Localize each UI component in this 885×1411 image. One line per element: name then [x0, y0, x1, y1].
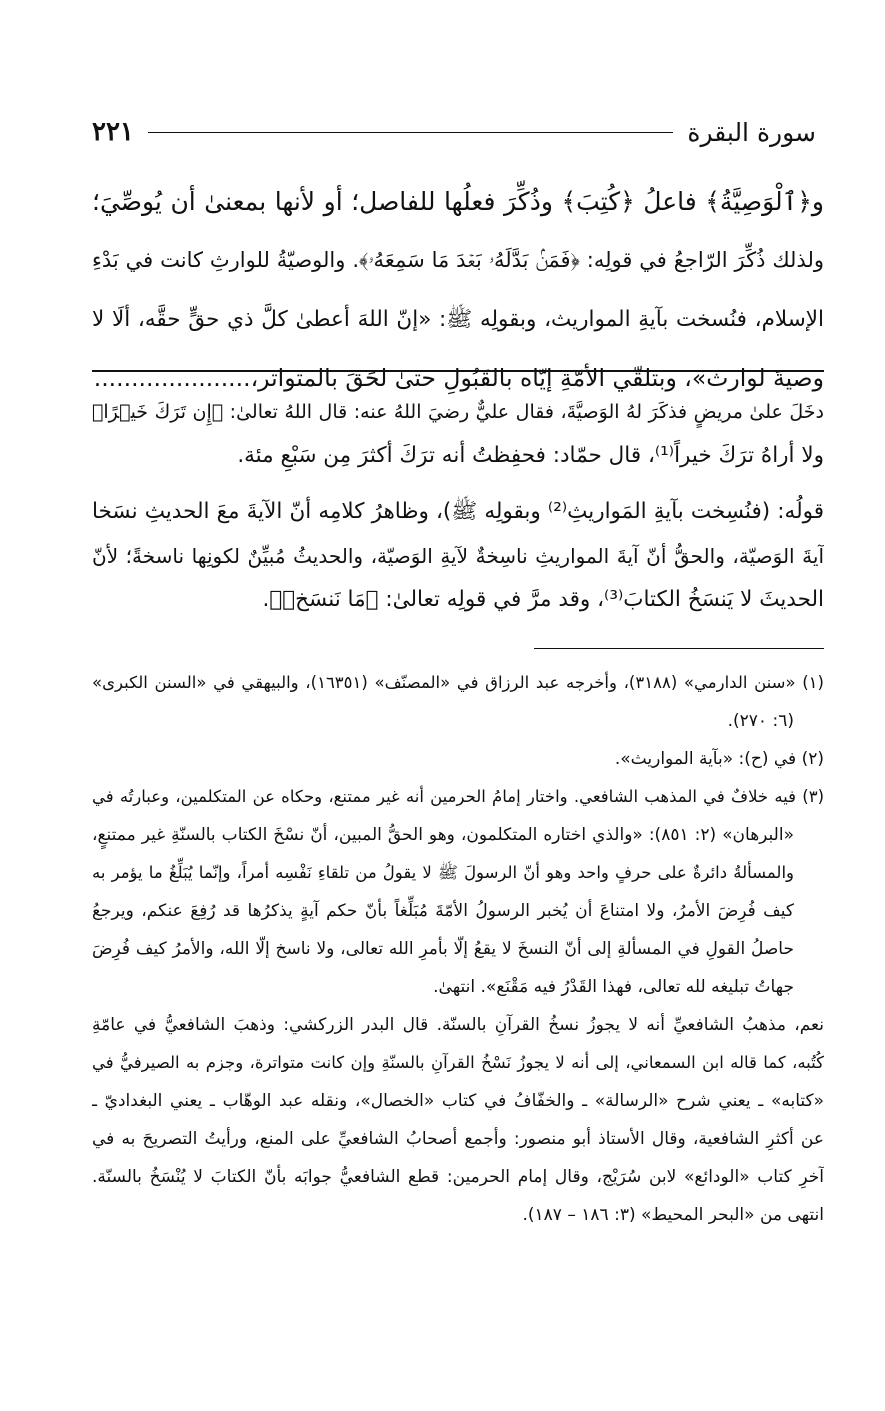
surah-title: سورة البقرة	[687, 117, 816, 147]
footnote-line: انتهى من «البحر المحيط» (٣: ١٨٦ – ١٨٧).	[522, 1205, 824, 1225]
footnote-line: كيف فُرِضَ الأمرُ، ولا امتناعَ أن يُخبر الرسولُ الأمّةَ مُبَلِّغاً بأنّ حكم آيةٍ يذكرُها قد رُفِعَ عنكم، ويرجعُ	[92, 901, 794, 921]
footnote-line: «البرهان» (٢: ٨٥١): «والذي اختاره المتكلمون، وهو الحقُّ المبين، أنّ نسْخَ الكتاب بالسنّةِ غير ممتنعٍ،	[92, 825, 794, 845]
footnote-line: (١) «سنن الدارمي» (٣١٨٨)، وأخرجه عبد الرزاق في «المصنّف» (١٦٣٥١)، والبيهقي في «السنن الكبرى»	[92, 673, 824, 692]
footnote-1	[92, 664, 824, 740]
footnote-line: كُتُبه، كما قاله ابن السمعاني، إلى أنه لا يجوزُ نَسْخُ القرآنِ بالسنّةِ وإن كانت متواترة، وجزم به الصيرفيُّ في	[92, 1053, 824, 1072]
footnote-line: «كتابه» ـ يعني شرح «الرسالة» ـ والخفّافُ في كتاب «الخصال»، ونقله عبد الوهّاب ـ يعني البغداديّ ـ	[92, 1091, 824, 1111]
main-text	[92, 172, 824, 408]
commentary-line: قولُه: (فنُسِخت بآيةِ المَواريثِ⁽²⁾ وبقولِه ﷺ)، وظاهرُ كلامِه أنّ الآيةَ معَ الحديثِ نسَخا	[92, 499, 824, 524]
running-head	[92, 112, 816, 152]
footnote-line: حاصلُ القولِ في المسألةِ إلى أنّ النسخَ لا يقعُ إلّا بأمرِ الله تعالى، ولا ناسخ إلّا الله، والأمرُ كيف فُرِضَ	[92, 939, 794, 959]
header-rule	[148, 132, 673, 133]
footnote-3	[92, 778, 824, 1006]
commentary-line: الحديثَ لا يَنسَخُ الكتابَ⁽³⁾، وقد مرَّ في قولِه تعالىٰ: ﴿مَا نَنسَخۡ﴾.	[262, 587, 824, 612]
main-text-line: الإسلام، فنُسخت بآيةِ المواريث، وبقولِه ﷺ: «إنّ اللهَ أعطىٰ كلَّ ذي حقٍّ حقَّه، ألَا لا	[92, 307, 824, 332]
footnote-line: نعم، مذهبُ الشافعيِّ أنه لا يجوزُ نسخُ القرآنِ بالسنّة. قال البدر الزركشي: وذهبَ الشافعيُّ في عامّةِ	[92, 1015, 824, 1035]
page-number: ٢٢١	[92, 117, 134, 147]
footnote-line: عن أكثرِ الشافعية، وقال الأستاذ أبو منصور: وأجمع أصحابُ الشافعيِّ على المنع، ورأيتُ التصريحَ به في	[92, 1129, 824, 1149]
main-text-line: ولذلك ذُكِّرَ الرّاجعُ في قولِه: ﴿فَمَنۢ بَدَّلَهُۥ بَعۡدَ مَا سَمِعَهُۥ﴾. والوصيّةُ للوارثِ كانت في بَدْءِ	[92, 248, 824, 272]
paragraph-gap	[92, 478, 824, 490]
footnote-line: (٦: ٢٧٠).	[727, 711, 794, 731]
footnote-line: (٢) في (ح): «بآية المواريث».	[614, 749, 824, 769]
commentary-paragraph	[92, 390, 824, 478]
footnote-line: جهاتُ تبليغه لله تعالى، فهذا القَدْرُ فيه مَقْنَع». انتهىٰ.	[433, 977, 794, 997]
footnotes-divider	[534, 648, 824, 649]
footnote-line: (٣) فيه خلافٌ في المذهب الشافعي. واختار إمامُ الحرمين أنه غير ممتنع، وحكاه عن المتكلمين، وعبارتُه في	[92, 787, 824, 806]
footnote-3-continued	[92, 1006, 824, 1234]
footnote-line: آخرِ كتاب «الودائع» لابن سُرَيْج، وقال إمام الحرمين: قطع الشافعيُّ جوابَه بأنّ الكتابَ لا يُنْسَخُ بالسنّة.	[92, 1167, 824, 1187]
main-text-line: و﴿ٱلْوَصِيَّةُ﴾ فاعلُ ﴿كُتِبَ﴾ وذُكِّرَ فعلُها للفاصل؛ أو لأنها بمعنىٰ أن يُوصِّيَ؛	[92, 187, 824, 216]
main-text-line: وصيةَ لوارث»، وبتلقّي الأمّةِ إيّاه بالقَبُولِ حتىٰ لحَقَ بالمتواتر،.....................	[93, 364, 824, 392]
footnotes	[92, 664, 824, 1234]
commentary	[92, 390, 824, 622]
commentary-line: دخَلَ علىٰ مريضٍ فذكَرَ لهُ الوَصيَّةَ، فقال عليٌّ رضيَ اللهُ عنه: قال اللهُ تعالىٰ: ﴿إِن تَرَكَ خَيۡرًا﴾	[92, 401, 824, 423]
main-text-divider	[92, 370, 824, 372]
commentary-paragraph	[92, 490, 824, 622]
commentary-line: آيةَ الوَصيّة، والحقُّ أنّ آيةَ المواريثِ ناسِخةٌ لآيةِ الوَصيّة، والحديثُ مُبيِّنٌ لكونِها ناسخةً؛ لأنّ	[92, 544, 824, 568]
footnote-2	[92, 740, 824, 778]
footnote-line: والمسألةُ دائرةٌ على حرفٍ واحد وهو أنّ الرسولَ ﷺ لا يقولُ من تلقاءِ نَفْسِه أمراً، وإنّما يُبَلِّغُ ما يؤمر به	[92, 863, 794, 882]
commentary-line: ولا أراهُ ترَكَ خيراً⁽¹⁾، قال حمّاد: فحفِظتُ أنه ترَكَ أكثرَ مِن سَبْعِ مئة.	[237, 443, 824, 468]
